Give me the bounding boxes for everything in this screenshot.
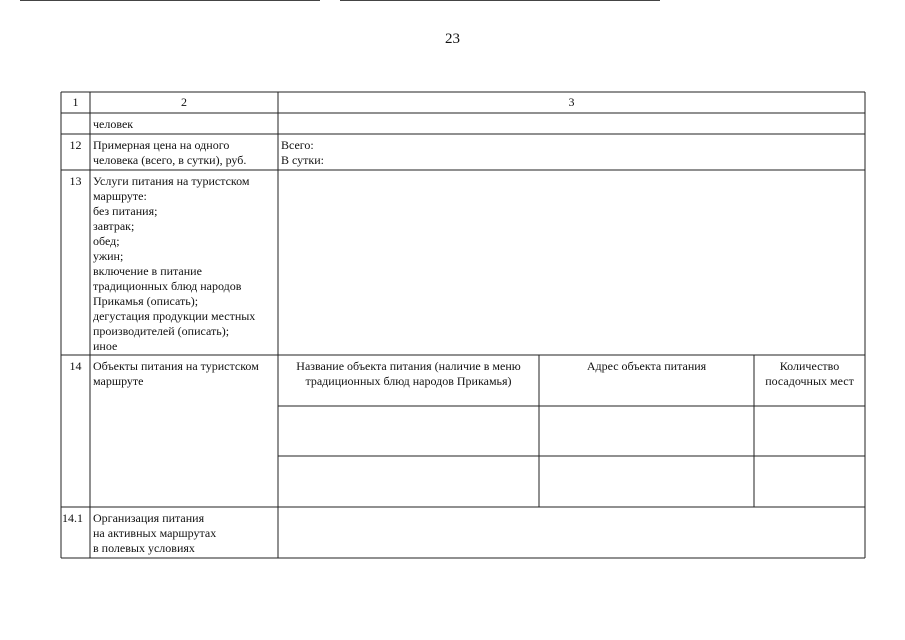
form-table: [61, 92, 865, 558]
row-12-value: Всего: В сутки:: [281, 138, 325, 167]
row-14-label: Объекты питания на туристском маршруте: [93, 359, 259, 388]
row-14-col-name-header: Название объекта питания (наличие в меню традиционных блюд народов Прикамья): [296, 359, 521, 388]
row-cont-label: человек: [93, 117, 134, 131]
row-12-number: 12: [69, 138, 82, 152]
page-number: 23: [445, 31, 460, 47]
header-col-3: 3: [568, 95, 575, 109]
scan-edge-right: [340, 0, 660, 1]
row-14-number: 14: [69, 359, 82, 373]
row-12-label: Примерная цена на одного человека (всего, в сутки), руб.: [93, 138, 247, 167]
row-14-col-address-header: Адрес объекта питания: [586, 359, 707, 373]
header-col-2: 2: [181, 95, 187, 109]
row-13-label: Услуги питания на туристском маршруте: без питания; завтрак; обед; ужин; включение в питание традиционных блюд народов Прикамья (описать); дегустация продукции местных производителей (описать); иное: [93, 174, 256, 353]
row-14-col-seats-header: Количество посадочных мест: [765, 359, 854, 388]
header-col-1: 1: [72, 95, 79, 109]
scan-edge-left: [20, 0, 320, 1]
row-14-1-number: 14.1: [62, 511, 83, 525]
row-14-1-label: Организация питания на активных маршрутах в полевых условиях: [93, 511, 217, 555]
row-13-number: 13: [69, 174, 82, 188]
